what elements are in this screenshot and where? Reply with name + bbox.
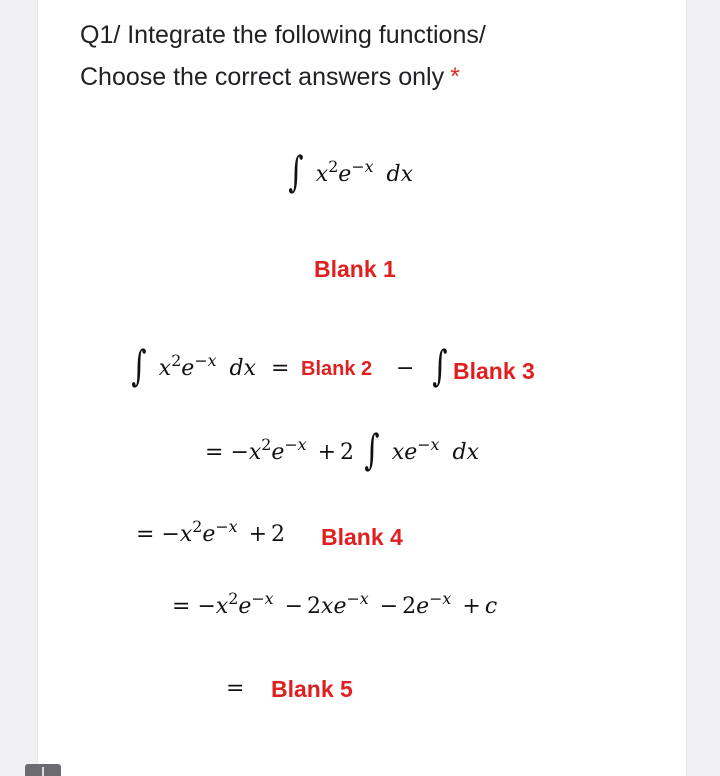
question-title	[80, 14, 486, 98]
question-line-2: Choose the correct answers only	[80, 63, 445, 91]
step-1-minus-integral: − ∫	[396, 341, 448, 391]
blank-1[interactable]: Blank 1	[314, 256, 396, 282]
blank-3[interactable]: Blank 3	[453, 358, 535, 384]
step-4: = $-x^2e^{-x} - 2xe^{-x} - 2e^{-x} + c$	[172, 589, 498, 619]
required-asterisk: *	[450, 63, 460, 91]
problem-integral: ∫ $x^2e^{-x}$ dx	[288, 147, 414, 197]
integral-sign: ∫	[131, 341, 147, 391]
integral-sign: ∫	[432, 341, 448, 391]
integral-sign: ∫	[364, 425, 380, 475]
step-3: = $-x^2e^{-x} + 2$	[136, 517, 286, 547]
question-line-1: Q1/ Integrate the following functions/	[80, 21, 486, 49]
blank-5[interactable]: Blank 5	[271, 676, 353, 702]
blank-2[interactable]: Blank 2	[301, 358, 373, 380]
bottom-handle[interactable]	[25, 764, 61, 776]
blank-4[interactable]: Blank 4	[321, 524, 403, 550]
step-5-equals: =	[226, 676, 245, 701]
step-1-lhs: ∫ $x^2e^{-x}$ dx =	[131, 341, 290, 391]
integral-sign: ∫	[288, 147, 304, 197]
step-2: = $-x^2e^{-x} + 2$ ∫ $xe^{-x}$ dx	[205, 425, 479, 475]
